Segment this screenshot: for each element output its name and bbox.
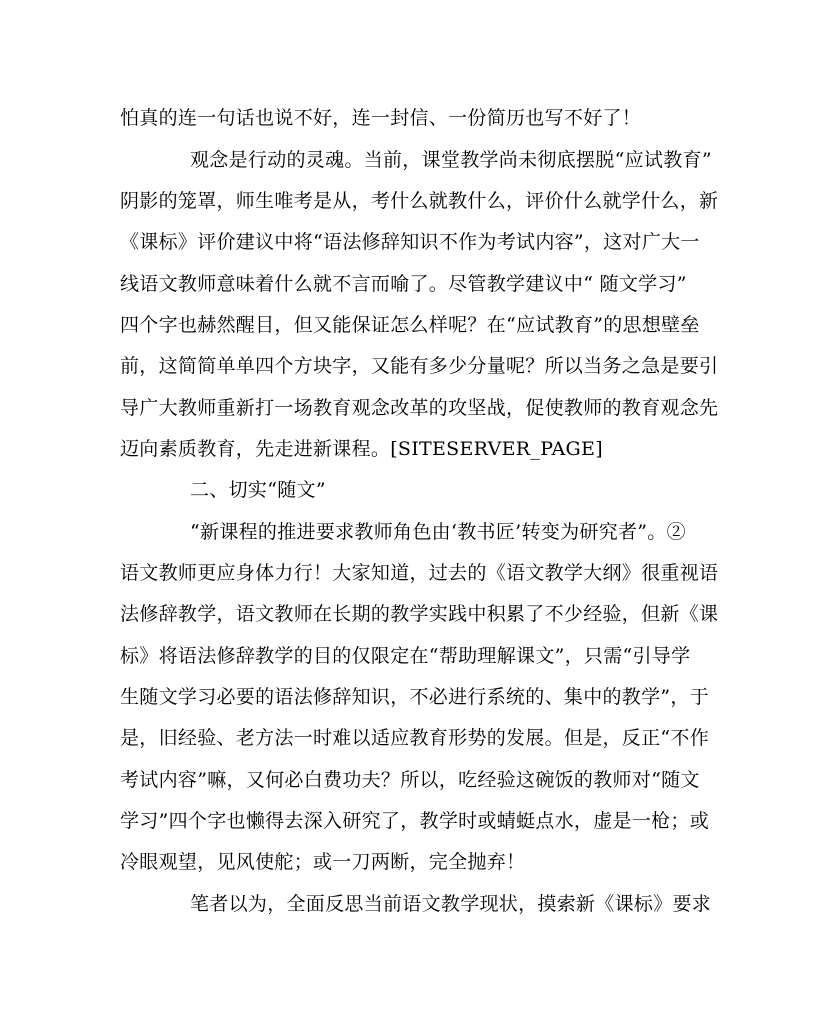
text-line: 怕真的连一句话也说不好，连一封信、一份简历也写不好了！ (120, 107, 642, 129)
text-line: 考试内容”嘛，又何必白费功夫？所以，吃经验这碗饭的教师对“随文 (120, 769, 700, 791)
text-line: 四个字也赫然醒目，但又能保证怎么样呢？在“应试教育”的思想壁垒 (120, 314, 700, 336)
text-line: 线语文教师意味着什么就不言而喻了。尽管教学建议中“ 随文学习” (120, 273, 687, 295)
text-line: 笔者以为，全面反思当前语文教学现状，摸索新《课标》要求 (190, 893, 712, 915)
text-line: 标》将语法修辞教学的目的仅限定在“帮助理解课文”，只需“引导学 (120, 645, 691, 667)
text-line: 《课标》评价建议中将“语法修辞知识不作为考试内容”，这对广大一 (120, 231, 700, 253)
text-line: “新课程的推进要求教师角色由‘教书匠’转变为研究者”。② (190, 521, 686, 543)
text-line: 前，这简简单单四个方块字，又能有多少分量呢？所以当务之急是要引 (120, 355, 719, 377)
text-line: 阴影的笼罩，师生唯考是从，考什么就教什么，评价什么就学什么，新 (120, 190, 719, 212)
section-heading: 二、切实“随文” (190, 479, 326, 501)
text-line: 导广大教师重新打一场教育观念改革的攻坚战，促使教师的教育观念先 (120, 397, 719, 419)
text-line: 观念是行动的灵魂。当前，课堂教学尚未彻底摆脱“应试教育” (190, 149, 712, 171)
text-line: 冷眼观望，见风使舵；或一刀两断，完全抛弃！ (120, 851, 526, 873)
text-line: 学习”四个字也懒得去深入研究了，教学时或蜻蜓点水，虚是一枪；或 (120, 810, 710, 832)
text-line: 生随文学习必要的语法修辞知识，不必进行系统的、集中的教学”，于 (120, 686, 710, 708)
text-line: 是，旧经验、老方法一时难以适应教育形势的发展。但是，反正“不作 (120, 727, 710, 749)
text-line: 迈向素质教育，先走进新课程。[SITESERVER_PAGE] (120, 438, 603, 460)
text-line: 语文教师更应身体力行！大家知道，过去的《语文教学大纲》很重视语 (120, 562, 719, 584)
text-line: 法修辞教学，语文教师在长期的教学实践中积累了不少经验，但新《课 (120, 603, 719, 625)
